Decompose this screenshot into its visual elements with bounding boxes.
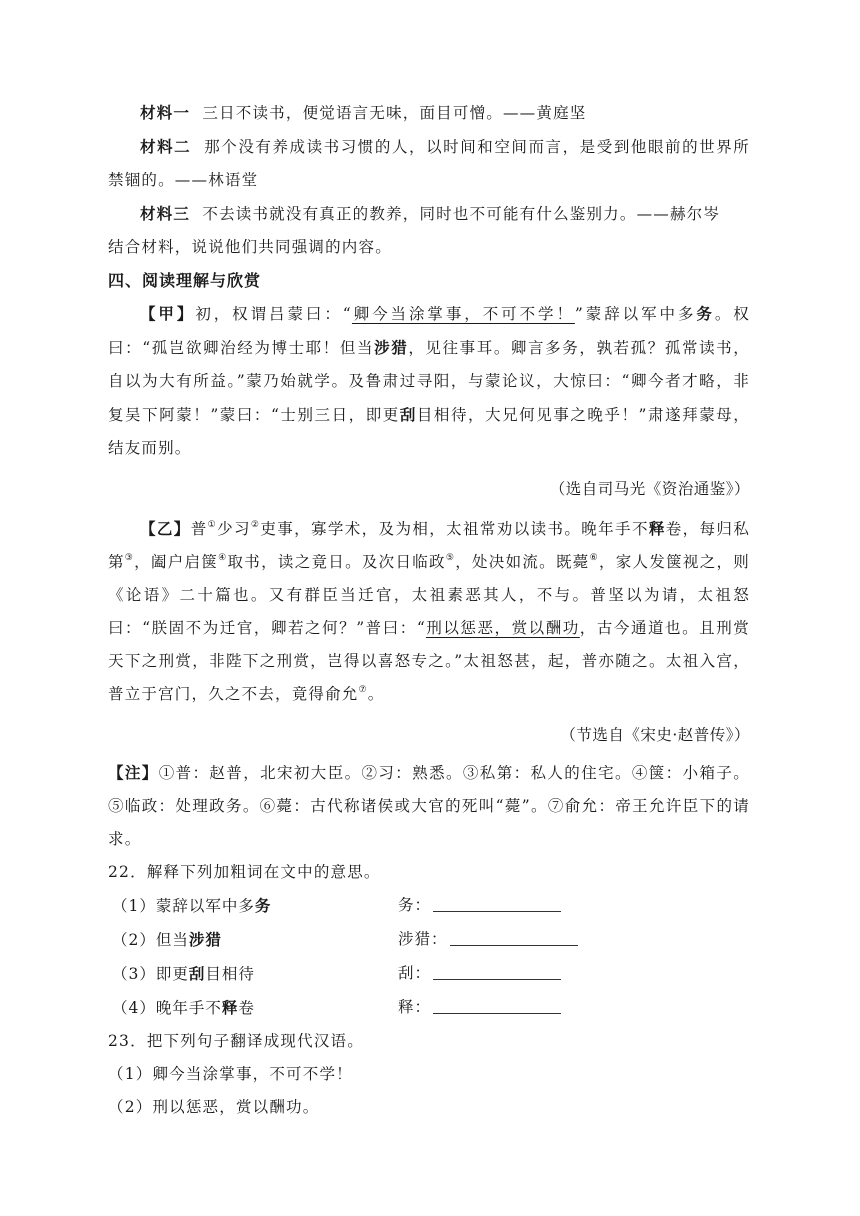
material-text: 不去读书就没有真正的教养，同时也不可能有什么鉴别力。——赫尔岑 xyxy=(202,205,721,223)
answer-label: 涉猎： xyxy=(398,930,448,948)
underlined-sentence: 卿今当涂掌事，不可不学！ xyxy=(351,305,575,323)
passage-yi xyxy=(108,512,750,711)
bold-word: 涉猎 xyxy=(374,338,409,357)
passage-text: 取书，读之竟日。及次日临政 xyxy=(227,553,446,571)
notes-label: 【注】 xyxy=(108,763,159,782)
question-23-item: （2）刑以惩恶，赏以酬功。 xyxy=(108,1098,320,1116)
passage-text: 吏事，寡学术，及为相，太祖常劝以读书。晚年手不 xyxy=(260,520,649,538)
passage-text: 目相待，大兄何见事之晚乎！”肃遂拜蒙母，结友而别。 xyxy=(108,406,751,457)
passage-text: ，古今通道也。且刑赏天下之刑赏，非陛下之刑赏，岂得以喜怒专之。”太祖怒甚，起，普亦随之。太祖入宫，普立于宫门，久之不去，竟得俞允 xyxy=(108,619,750,703)
question-22-item xyxy=(108,923,750,957)
question-23-title: 23．把下列句子翻译成现代汉语。 xyxy=(108,1032,364,1050)
document-page xyxy=(108,96,750,1124)
passage-text: 少习 xyxy=(217,520,251,538)
section-title: 四、阅读理解与欣赏 xyxy=(108,271,262,290)
footnote-marker: ④ xyxy=(218,553,228,563)
footnote-marker: ① xyxy=(207,520,218,530)
passage-text: ，家人发箧视之，则《论语》二十篇也。又有群臣当迁官，太祖素恶其人，不与。普坚以为请，太祖怒曰：“朕固不为迁官，卿若之何？”普曰：“ xyxy=(108,553,750,637)
material-label: 材料三 xyxy=(140,204,191,223)
passage-text: 卷，每归私第 xyxy=(108,520,751,571)
material-text: 三日不读书，便觉语言无味，面目可憎。——黄庭坚 xyxy=(202,104,587,122)
passage-tag: 【甲】 xyxy=(140,304,196,323)
material-1 xyxy=(108,96,750,130)
passage-tag: 【乙】 xyxy=(140,519,191,538)
answer-blank[interactable] xyxy=(433,993,561,1014)
item-text: （3）即更 xyxy=(112,965,189,983)
question-22-item xyxy=(108,991,750,1025)
answer-label: 释： xyxy=(398,998,432,1016)
footnote-marker: ⑦ xyxy=(358,685,368,695)
underlined-sentence: 刑以惩恶，赏以酬功 xyxy=(425,619,580,637)
bold-word: 涉猎 xyxy=(188,930,222,949)
notes-text: ①普：赵普，北宋初大臣。②习：熟悉。③私第：私人的住宅。④箧：小箱子。⑤临政：处理政务。⑥薨：古代称诸侯或大官的死叫“薨”。⑦俞允：帝王允许臣下的请求。 xyxy=(108,764,750,848)
footnote-marker: ⑤ xyxy=(445,553,456,563)
bold-word: 释 xyxy=(648,519,666,538)
item-text: （4）晚年手不 xyxy=(112,999,222,1017)
item-text: 目相待 xyxy=(205,965,255,983)
passage-jia xyxy=(108,297,750,465)
source-citation: （选自司马光《资治通鉴》） xyxy=(549,480,750,498)
item-text: 卷 xyxy=(238,999,255,1017)
answer-blank[interactable] xyxy=(450,925,578,946)
bold-word: 刮 xyxy=(188,964,206,983)
footnote-marker: ⑥ xyxy=(589,553,599,563)
answer-blank[interactable] xyxy=(433,891,561,912)
answer-label: 刮： xyxy=(398,964,432,982)
passage-text: 。 xyxy=(367,685,385,703)
material-3 xyxy=(108,197,750,231)
material-2 xyxy=(108,130,750,197)
material-question: 结合材料，说说他们共同强调的内容。 xyxy=(108,238,392,256)
passage-text: 普 xyxy=(190,520,208,538)
material-label: 材料二 xyxy=(140,137,192,156)
question-23-item: （1）卿今当涂掌事，不可不学！ xyxy=(108,1065,353,1083)
bold-word: 刮 xyxy=(399,405,417,424)
material-label: 材料一 xyxy=(140,103,191,122)
bold-word: 务 xyxy=(254,896,272,915)
question-22-title: 22．解释下列加粗词在文中的意思。 xyxy=(108,863,381,881)
passage-text: ，处决如流。既薨 xyxy=(455,553,590,571)
question-22-item xyxy=(108,957,750,991)
item-text: （1）蒙辞以军中多 xyxy=(112,897,255,915)
bold-word: 务 xyxy=(696,304,715,323)
bold-word: 释 xyxy=(221,998,239,1017)
source-citation: （节选自《宋史·赵普传》） xyxy=(560,726,750,744)
notes xyxy=(108,756,750,856)
answer-label: 务： xyxy=(398,896,432,914)
footnote-marker: ② xyxy=(250,520,261,530)
passage-text: ，见往事耳。卿言多务，孰若孤？孤常读书，自以为大有所益。”蒙乃始就学。及鲁肃过寻阳，与蒙论议，大惊曰：“卿今者才略，非复吴下阿蒙！”蒙曰：“士别三日，即更 xyxy=(108,339,750,424)
passage-text: ，阖户启箧 xyxy=(134,553,219,571)
answer-blank[interactable] xyxy=(433,959,561,980)
item-text: （2）但当 xyxy=(112,931,189,949)
footnote-marker: ③ xyxy=(124,553,135,563)
passage-text: ”蒙辞以军中多 xyxy=(574,305,697,323)
question-22-item xyxy=(108,889,750,923)
passage-text: 。权曰：“孤岂欲卿治经为博士耶！但当 xyxy=(108,305,750,357)
passage-text: 初，权谓吕蒙曰：“ xyxy=(195,305,352,323)
material-text: 那个没有养成读书习惯的人，以时间和空间而言，是受到他眼前的世界所禁锢的。——林语堂 xyxy=(108,138,750,189)
